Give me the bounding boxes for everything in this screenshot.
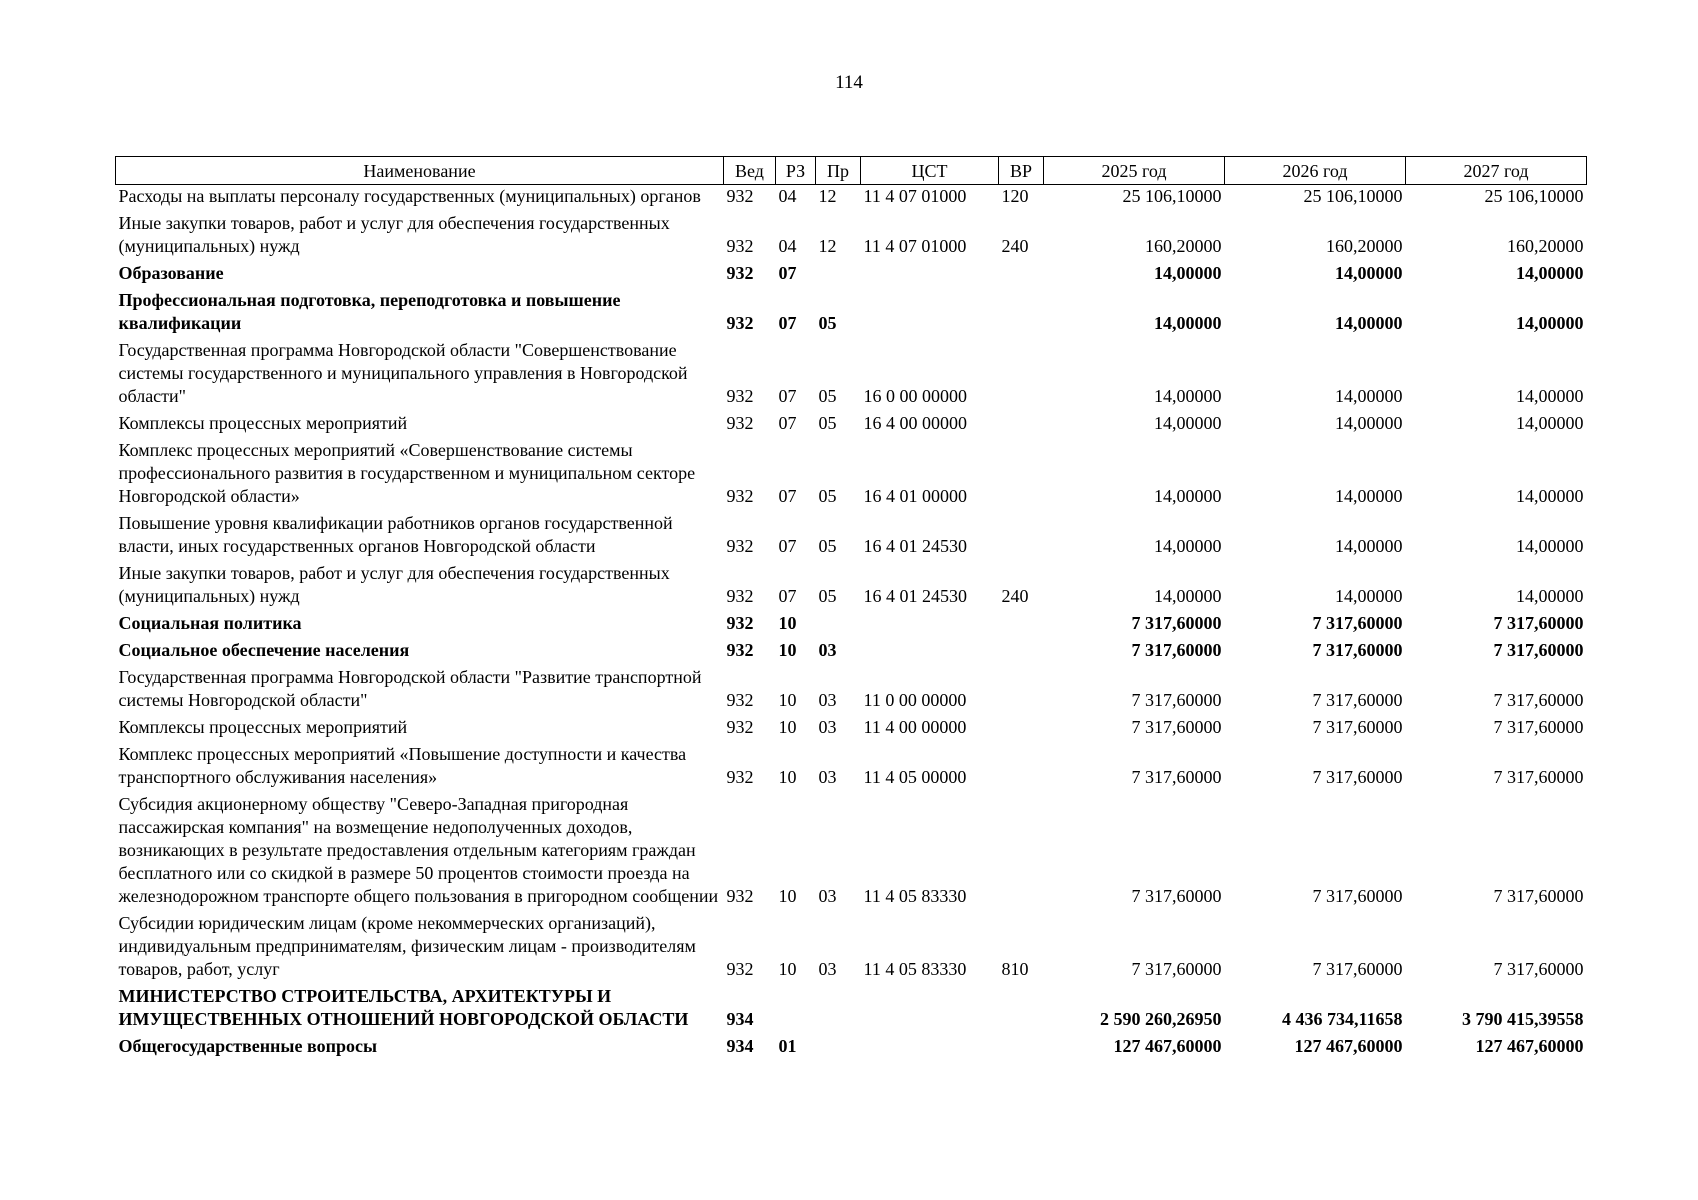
row-2027: 7 317,60000: [1493, 959, 1584, 979]
table-row: [116, 437, 1587, 510]
row-cst: 16 4 01 00000: [863, 486, 967, 506]
table-row: [116, 287, 1587, 337]
row-2026: 4 436 734,11658: [1281, 1009, 1403, 1029]
row-2025: 2 590 260,26950: [1100, 1009, 1222, 1029]
row-cst: [861, 610, 999, 637]
row-vr: [999, 714, 1044, 741]
row-pr: 03: [818, 886, 837, 906]
row-ved: 932: [726, 717, 754, 737]
row-2027: 14,00000: [1516, 586, 1584, 606]
row-rz: 07: [778, 263, 797, 283]
row-pr: [816, 1033, 861, 1060]
row-rz: 07: [778, 486, 797, 506]
row-2027: 14,00000: [1516, 413, 1584, 433]
row-2026: 7 317,60000: [1312, 690, 1403, 710]
row-rz: 10: [778, 613, 797, 633]
row-name: Повышение уровня квалификации работников органов государственной власти, иных государственных органов Новгородской области: [118, 513, 673, 556]
row-2025: 7 317,60000: [1131, 717, 1222, 737]
table-row: [116, 637, 1587, 664]
row-pr: [816, 983, 861, 1033]
table-header-row: [116, 157, 1587, 185]
row-rz: 04: [778, 236, 797, 256]
row-2027: 7 317,60000: [1493, 640, 1584, 660]
row-cst: 11 4 05 00000: [863, 767, 967, 787]
row-cst: [861, 983, 999, 1033]
row-ved: 932: [726, 886, 754, 906]
row-name: Расходы на выплаты персоналу государственных (муниципальных) органов: [118, 186, 701, 206]
row-2027: 7 317,60000: [1493, 886, 1584, 906]
table-row: [116, 410, 1587, 437]
table-row: [116, 260, 1587, 287]
row-2027: 160,20000: [1507, 236, 1584, 256]
row-vr: [999, 610, 1044, 637]
header-cst: ЦСТ: [861, 157, 999, 185]
row-pr: 03: [818, 959, 837, 979]
row-2027: 14,00000: [1516, 386, 1584, 406]
row-ved: 932: [726, 313, 754, 333]
row-name: Иные закупки товаров, работ и услуг для обеспечения государственных (муниципальных) нужд: [118, 213, 670, 256]
table-row: [116, 1033, 1587, 1060]
row-2027: 14,00000: [1516, 313, 1584, 333]
row-rz: 10: [778, 640, 797, 660]
table-row: [116, 983, 1587, 1033]
row-name: Образование: [118, 263, 224, 283]
row-cst: 16 4 00 00000: [863, 413, 967, 433]
row-name: Общегосударственные вопросы: [118, 1036, 377, 1056]
row-ved: 932: [726, 486, 754, 506]
row-rz: [776, 983, 816, 1033]
row-2027: 25 106,10000: [1484, 186, 1584, 206]
row-vr: [999, 791, 1044, 910]
row-vr: [999, 664, 1044, 714]
row-2026: 127 467,60000: [1294, 1036, 1403, 1056]
row-cst: 16 0 00 00000: [863, 386, 967, 406]
row-2027: 14,00000: [1516, 536, 1584, 556]
row-2027: 7 317,60000: [1493, 690, 1584, 710]
row-rz: 07: [778, 586, 797, 606]
row-name: Профессиональная подготовка, переподготовка и повышение квалификации: [118, 290, 621, 333]
row-rz: 10: [778, 959, 797, 979]
row-name: Субсидия акционерному обществу "Северо-Западная пригородная пассажирская компания" на возмещение недополученных доходов, возникающих в результате предоставления отдельным категориям граждан бесплатного или со скидкой в размере 50 процентов стоимости проезда на железнодорожном транспорте общего пользования в пригородном сообщении: [118, 794, 719, 906]
row-2025: 14,00000: [1154, 536, 1222, 556]
row-name: Иные закупки товаров, работ и услуг для обеспечения государственных (муниципальных) нужд: [118, 563, 670, 606]
page-number: 114: [835, 72, 863, 93]
table-row: [116, 185, 1587, 211]
row-vr: [999, 1033, 1044, 1060]
row-2025: 14,00000: [1154, 486, 1222, 506]
row-pr: 05: [818, 586, 837, 606]
row-2025: 160,20000: [1145, 236, 1222, 256]
row-2026: 14,00000: [1335, 313, 1403, 333]
row-name: МИНИСТЕРСТВО СТРОИТЕЛЬСТВА, АРХИТЕКТУРЫ И ИМУЩЕСТВЕННЫХ ОТНОШЕНИЙ НОВГОРОДСКОЙ ОБЛАСТИ: [118, 986, 689, 1029]
row-2026: 14,00000: [1335, 586, 1403, 606]
header-rz: РЗ: [776, 157, 816, 185]
row-2026: 7 317,60000: [1312, 613, 1403, 633]
row-2025: 14,00000: [1154, 386, 1222, 406]
row-rz: 07: [778, 313, 797, 333]
row-cst: 11 4 07 01000: [863, 186, 967, 206]
row-pr: 05: [818, 413, 837, 433]
budget-table: [115, 156, 1587, 1060]
row-pr: 12: [818, 186, 837, 206]
row-pr: 05: [818, 386, 837, 406]
row-2027: 14,00000: [1516, 263, 1584, 283]
row-cst: 11 4 05 83330: [863, 959, 967, 979]
row-vr: [999, 741, 1044, 791]
row-pr: 12: [818, 236, 837, 256]
table-row: [116, 714, 1587, 741]
row-pr: 03: [818, 690, 837, 710]
row-pr: 05: [818, 313, 837, 333]
row-cst: [861, 637, 999, 664]
row-ved: 932: [726, 959, 754, 979]
row-2026: 7 317,60000: [1312, 959, 1403, 979]
row-pr: 03: [818, 767, 837, 787]
row-2026: 7 317,60000: [1312, 886, 1403, 906]
row-2026: 7 317,60000: [1312, 640, 1403, 660]
header-2027: 2027 год: [1406, 157, 1587, 185]
row-2026: 7 317,60000: [1312, 767, 1403, 787]
row-cst: [861, 260, 999, 287]
row-vr: 810: [1001, 959, 1029, 979]
row-name: Комплексы процессных мероприятий: [118, 717, 408, 737]
row-vr: [999, 983, 1044, 1033]
row-2025: 7 317,60000: [1131, 640, 1222, 660]
row-name: Государственная программа Новгородской области "Совершенствование системы государственного и муниципального управления в Новгородской области": [118, 340, 688, 406]
table-row: [116, 910, 1587, 983]
header-name: Наименование: [116, 157, 724, 185]
row-name: Социальная политика: [118, 613, 302, 633]
row-ved: 932: [726, 186, 754, 206]
row-ved: 932: [726, 690, 754, 710]
row-2027: 7 317,60000: [1493, 717, 1584, 737]
row-2026: 14,00000: [1335, 536, 1403, 556]
row-cst: 11 0 00 00000: [863, 690, 967, 710]
row-pr: [816, 260, 861, 287]
row-2027: 127 467,60000: [1475, 1036, 1584, 1056]
row-pr: 05: [818, 536, 837, 556]
row-2026: 7 317,60000: [1312, 717, 1403, 737]
row-name: Социальное обеспечение населения: [118, 640, 410, 660]
row-ved: 932: [726, 263, 754, 283]
row-2026: 14,00000: [1335, 263, 1403, 283]
row-vr: 240: [1001, 586, 1029, 606]
row-name: Субсидии юридическим лицам (кроме некоммерческих организаций), индивидуальным предпринимателям, физическим лицам - производителям товаров, работ, услуг: [118, 913, 696, 979]
row-cst: [861, 287, 999, 337]
row-rz: 01: [778, 1036, 797, 1056]
row-vr: [999, 337, 1044, 410]
row-2025: 7 317,60000: [1131, 767, 1222, 787]
row-2026: 14,00000: [1335, 386, 1403, 406]
row-cst: [861, 1033, 999, 1060]
row-pr: 05: [818, 486, 837, 506]
row-vr: [999, 637, 1044, 664]
table-row: [116, 337, 1587, 410]
header-2025: 2025 год: [1044, 157, 1225, 185]
row-2025: 7 317,60000: [1131, 886, 1222, 906]
row-rz: 10: [778, 690, 797, 710]
row-vr: [999, 260, 1044, 287]
row-2025: 7 317,60000: [1131, 959, 1222, 979]
row-ved: 932: [726, 586, 754, 606]
row-cst: 16 4 01 24530: [863, 536, 967, 556]
row-ved: 932: [726, 413, 754, 433]
row-name: Комплекс процессных мероприятий «Повышение доступности и качества транспортного обслуживания населения»: [118, 744, 687, 787]
row-2027: 3 790 415,39558: [1462, 1009, 1584, 1029]
table-row: [116, 560, 1587, 610]
row-ved: 934: [726, 1036, 754, 1056]
table-row: [116, 741, 1587, 791]
header-pr: Пр: [816, 157, 861, 185]
row-pr: 03: [818, 717, 837, 737]
row-rz: 10: [778, 717, 797, 737]
row-cst: 16 4 01 24530: [863, 586, 967, 606]
row-pr: [816, 610, 861, 637]
row-ved: 932: [726, 236, 754, 256]
row-rz: 07: [778, 386, 797, 406]
row-2025: 14,00000: [1154, 586, 1222, 606]
row-ved: 934: [726, 1009, 754, 1029]
row-rz: 07: [778, 413, 797, 433]
row-vr: [999, 510, 1044, 560]
row-2025: 7 317,60000: [1131, 690, 1222, 710]
row-cst: 11 4 00 00000: [863, 717, 967, 737]
row-2025: 25 106,10000: [1122, 186, 1222, 206]
row-vr: [999, 410, 1044, 437]
row-2027: 7 317,60000: [1493, 767, 1584, 787]
row-rz: 10: [778, 886, 797, 906]
row-name: Комплекс процессных мероприятий «Совершенствование системы профессионального развития в государственном и муниципальном секторе Новгородской области»: [118, 440, 696, 506]
table-row: [116, 791, 1587, 910]
row-2025: 7 317,60000: [1131, 613, 1222, 633]
row-2026: 160,20000: [1326, 236, 1403, 256]
table-row: [116, 510, 1587, 560]
row-2026: 25 106,10000: [1303, 186, 1403, 206]
table-row: [116, 210, 1587, 260]
row-2027: 7 317,60000: [1493, 613, 1584, 633]
row-vr: [999, 287, 1044, 337]
row-ved: 932: [726, 640, 754, 660]
header-2026: 2026 год: [1225, 157, 1406, 185]
row-ved: 932: [726, 613, 754, 633]
row-cst: 11 4 07 01000: [863, 236, 967, 256]
row-rz: 04: [778, 186, 797, 206]
row-name: Государственная программа Новгородской области "Развитие транспортной системы Новгородской области": [118, 667, 702, 710]
row-2025: 14,00000: [1154, 413, 1222, 433]
table-row: [116, 664, 1587, 714]
row-2025: 127 467,60000: [1113, 1036, 1222, 1056]
header-ved: Вед: [724, 157, 776, 185]
row-name: Комплексы процессных мероприятий: [118, 413, 408, 433]
row-ved: 932: [726, 536, 754, 556]
header-vr: ВР: [999, 157, 1044, 185]
row-2026: 14,00000: [1335, 486, 1403, 506]
row-cst: 11 4 05 83330: [863, 886, 967, 906]
row-rz: 07: [778, 536, 797, 556]
row-pr: 03: [818, 640, 837, 660]
row-2026: 14,00000: [1335, 413, 1403, 433]
row-vr: 120: [1001, 186, 1029, 206]
row-rz: 10: [778, 767, 797, 787]
row-ved: 932: [726, 767, 754, 787]
row-vr: 240: [1001, 236, 1029, 256]
table-row: [116, 610, 1587, 637]
row-2025: 14,00000: [1154, 263, 1222, 283]
row-ved: 932: [726, 386, 754, 406]
row-vr: [999, 437, 1044, 510]
row-2025: 14,00000: [1154, 313, 1222, 333]
row-2027: 14,00000: [1516, 486, 1584, 506]
